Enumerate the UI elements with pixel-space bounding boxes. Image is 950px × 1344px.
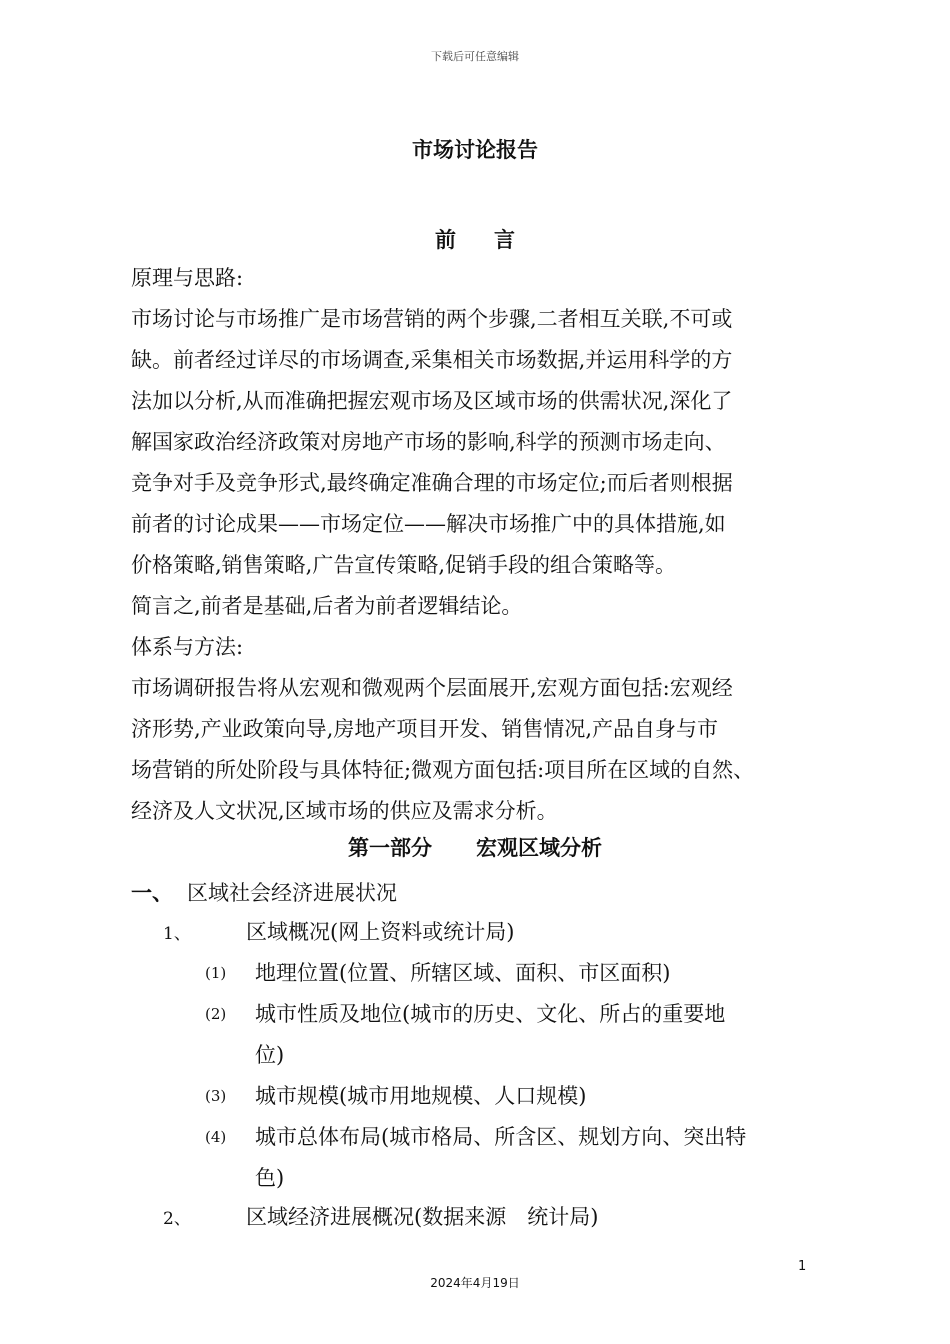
preface-heading-part-2: 言 [494,227,515,252]
list-item-text-continued: 色) [255,1166,285,1190]
list-item-text-continued: 位) [255,1043,285,1067]
body-line: 场营销的所处阶段与具体特征;微观方面包括:项目所在区域的自然、 [131,758,755,782]
preface-heading [0,224,950,254]
subsection-number: 1、 [163,924,191,944]
body-line: 法加以分析,从而准确把握宏观市场及区域市场的供需状况,深化了 [131,389,733,413]
list-item-text: 城市性质及地位(城市的历史、文化、所占的重要地 [255,1002,726,1026]
page-number: 1 [798,1259,807,1274]
list-item [205,994,815,1076]
body-line: 前者的讨论成果——市场定位——解决市场推广中的具体措施,如 [131,512,726,536]
body-line: 原理与思路: [131,266,244,290]
list-item-number: (2) [205,1005,227,1023]
page-footer-date: 2024年4月19日 [430,1276,520,1290]
subsection-heading [163,912,514,955]
document-title: 市场讨论报告 [412,137,538,162]
list-item [205,1117,815,1199]
list-item-text: 城市规模(城市用地规模、人口规模) [255,1084,587,1108]
list-item-text: 地理位置(位置、所辖区域、面积、市区面积) [255,961,671,985]
subsection-title: 区域经济进展概况(数据来源 统计局) [246,1205,599,1229]
section-number: 一、 [131,880,173,905]
body-line: 竞争对手及竞争形式,最终确定准确合理的市场定位;而后者则根据 [131,471,733,495]
section-heading [131,872,397,914]
body-line: 简言之,前者是基础,后者为前者逻辑结论。 [131,594,523,618]
body-line: 解国家政治经济政策对房地产市场的影响,科学的预测市场走向、 [131,430,726,454]
list-item-number: (4) [205,1128,227,1146]
page-header: 下载后可任意编辑 [431,50,519,63]
body-line: 市场调研报告将从宏观和微观两个层面展开,宏观方面包括:宏观经 [131,676,733,700]
preface-body [131,258,831,832]
subsection-number: 2、 [163,1209,191,1229]
part-heading [0,832,950,862]
body-line: 体系与方法: [131,635,244,659]
body-line: 市场讨论与市场推广是市场营销的两个步骤,二者相互关联,不可或 [131,307,733,331]
part-number: 第一部分 [348,835,432,860]
subsection-title: 区域概况(网上资料或统计局) [246,920,515,944]
list-item-number: (3) [205,1087,227,1105]
body-line: 价格策略,销售策略,广告宣传策略,促销手段的组合策略等。 [131,553,677,577]
list-item [205,953,815,994]
subsection-heading [163,1197,598,1240]
list-item-text: 城市总体布局(城市格局、所含区、规划方向、突出特 [255,1125,747,1149]
preface-heading-part-1: 前 [435,227,456,252]
body-line: 缺。前者经过详尽的市场调查,采集相关市场数据,并运用科学的方 [131,348,733,372]
list-item-number: (1) [205,964,227,982]
part-title: 宏观区域分析 [476,835,602,860]
body-line: 济形势,产业政策向导,房地产项目开发、销售情况,产品自身与市 [131,717,719,741]
section-title: 区域社会经济进展状况 [187,881,397,905]
list-item [205,1076,815,1117]
body-line: 经济及人文状况,区域市场的供应及需求分析。 [131,799,558,823]
